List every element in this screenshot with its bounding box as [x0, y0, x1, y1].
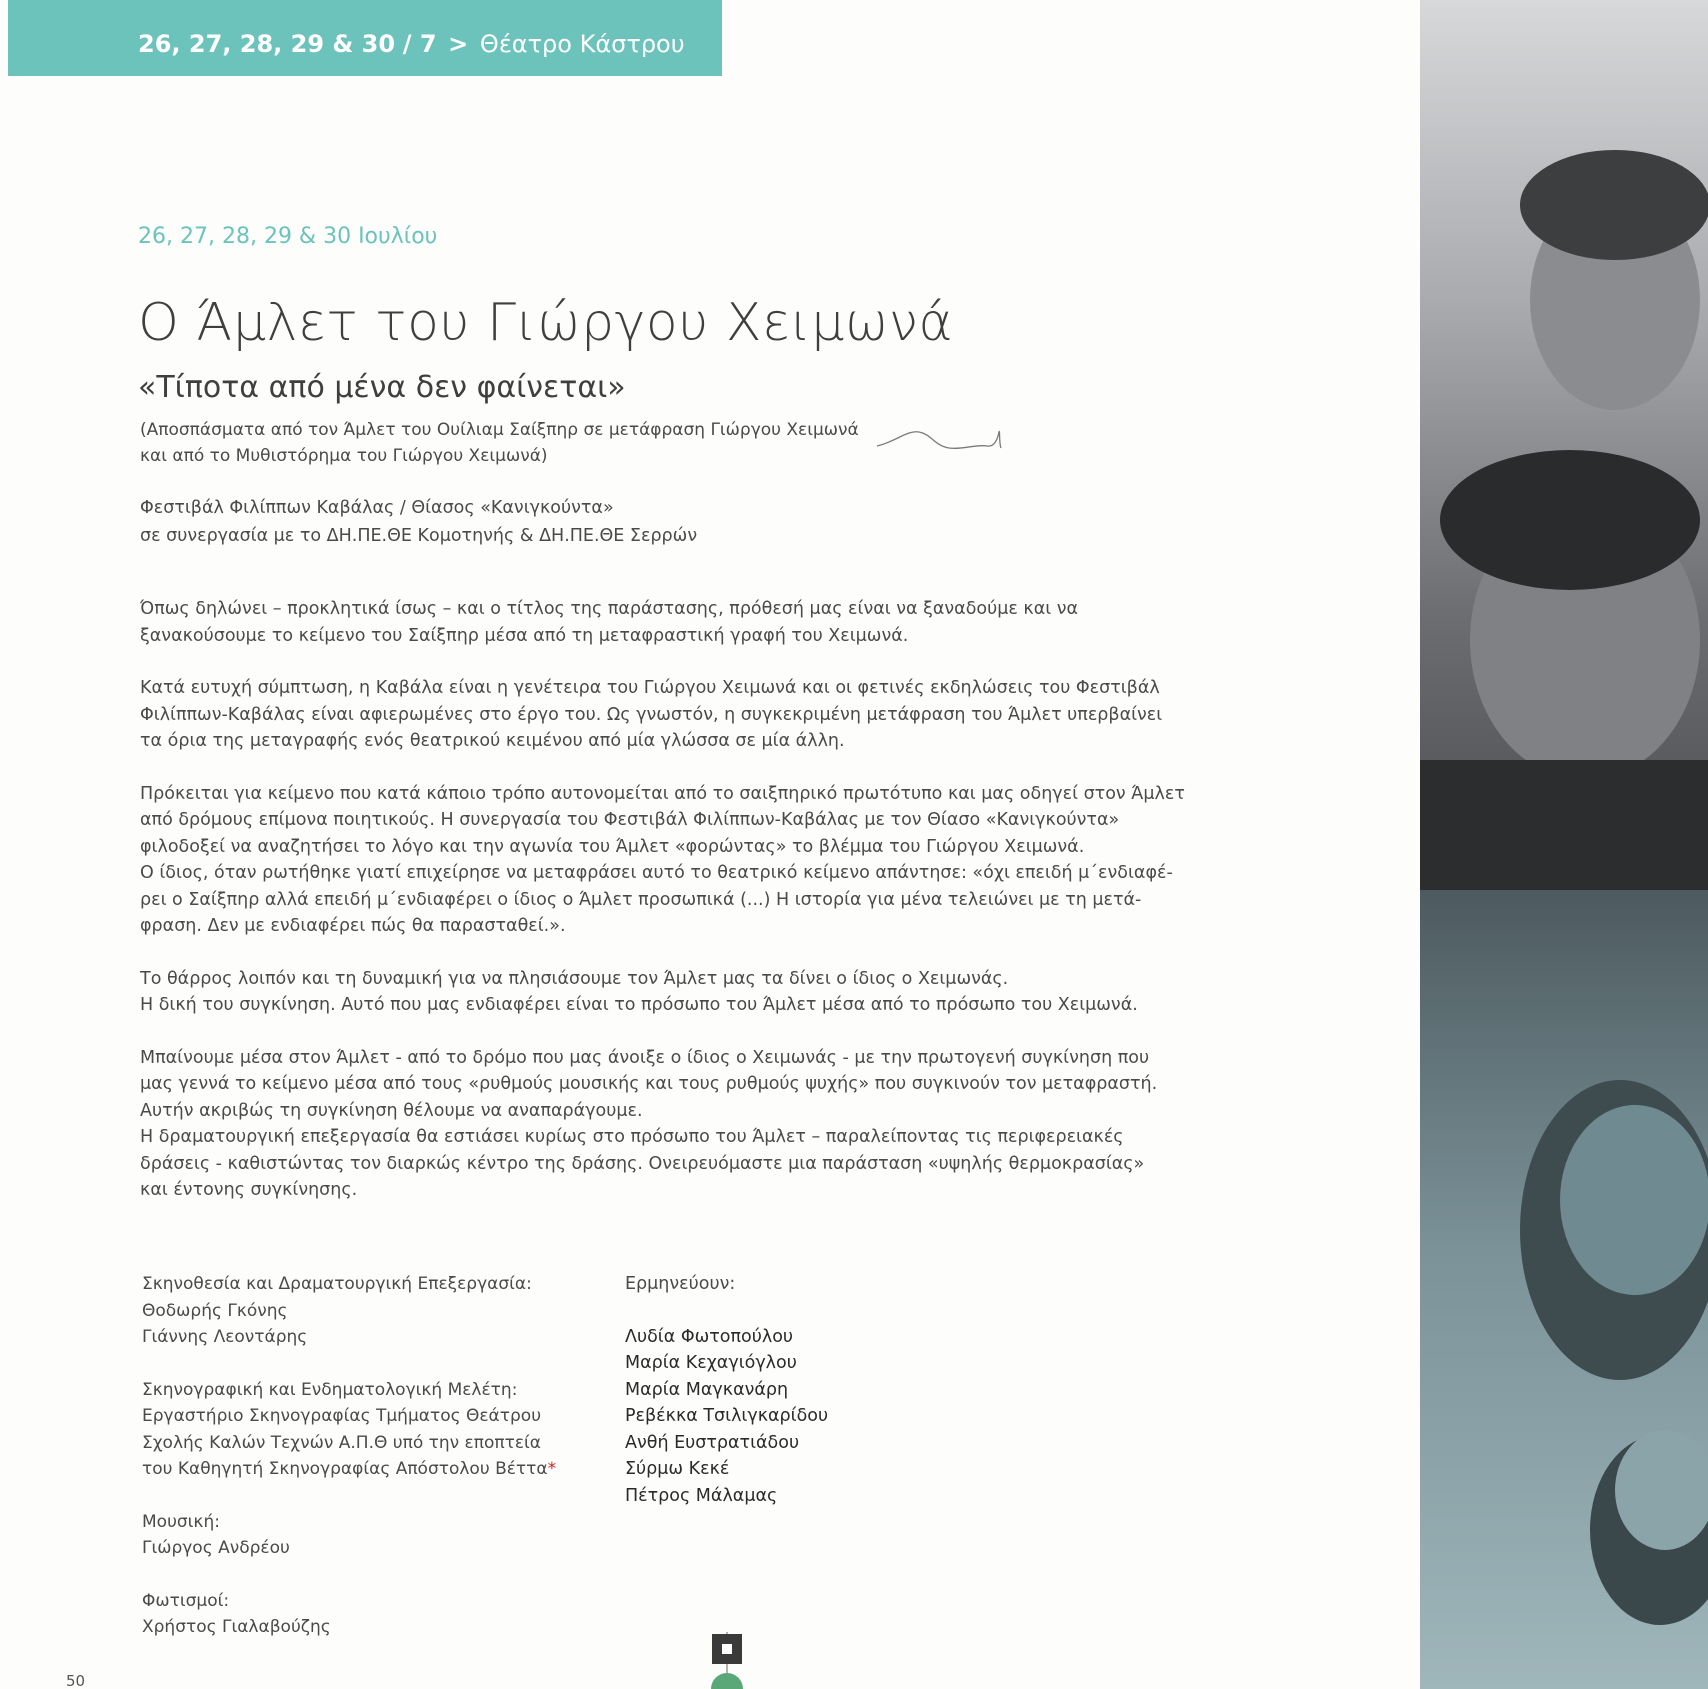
body-paragraph	[140, 596, 1200, 649]
header-month: / 7	[402, 30, 437, 58]
cast-member: Ρεβέκκα Τσιλιγκαρίδου	[625, 1406, 829, 1426]
body-line: Αυτήν ακριβώς τη συγκίνηση θέλουμε να αναπαράγουμε.	[140, 1100, 643, 1121]
credit-name: Εργαστήριο Σκηνογραφίας Τμήματος Θεάτρου	[142, 1406, 542, 1426]
credit-music	[142, 1509, 556, 1562]
cast-member: Λυδία Φωτοπούλου	[625, 1326, 794, 1347]
body-line: Η δραματουργική επεξεργασία θα εστιάσει κυρίως στο πρόσωπο του Άμλετ – παραλείποντας τις περιφερειακές	[140, 1127, 1124, 1147]
body-line: από δρόμους επίμονα ποιητικούς. Η συνεργασία του Φεστιβάλ Φιλίππων-Καβάλας με τον Θίασο «Κανιγκούντα»	[140, 810, 1120, 830]
cast-photo-strip	[1420, 0, 1708, 1689]
cast-photo-top	[1420, 0, 1708, 890]
excerpt-line: (Αποσπάσματα από τον Άμλετ του Ουίλιαμ Σαίξπηρ σε μετάφραση Γιώργου Χειμωνά	[140, 420, 859, 440]
body-line: φιλοδοξεί να αναζητήσει το λόγο και την αγωνία του Άμλετ «φορώντας» το βλέμμα του Γιώργου Χειμωνά.	[140, 836, 1085, 857]
cast-photo-bottom	[1420, 890, 1708, 1689]
header-band	[8, 0, 722, 76]
credit-name: Σχολής Καλών Τεχνών Α.Π.Θ υπό την εποπτεία	[142, 1432, 541, 1453]
body-paragraph	[140, 675, 1200, 755]
body-line: Πρόκειται για κείμενο που κατά κάποιο τρόπο αυτονομείται από το σαιξπηρικό πρωτότυπο και μας οδηγεί στον Άμλετ	[140, 783, 1185, 804]
credit-label: Σκηνογραφική και Ενδηματολογική Μελέτη:	[142, 1379, 518, 1400]
cast-member: Ανθή Ευστρατιάδου	[625, 1432, 800, 1453]
credit-name-text: του Καθηγητή Σκηνογραφίας Απόστολου Βέττα	[142, 1459, 548, 1479]
body-line: φραση. Δεν με ενδιαφέρει πώς θα παρασταθεί.».	[140, 916, 566, 936]
performance-dates: 26, 27, 28, 29 & 30 Ιουλίου	[138, 224, 438, 249]
cast-member: Πέτρος Μάλαμας	[625, 1485, 778, 1506]
header-dates: 26, 27, 28, 29 & 30	[138, 30, 396, 58]
credit-lighting	[142, 1588, 556, 1641]
body-line: Φιλίππων-Καβάλας είναι αφιερωμένες στο έργο του. Ως γνωστόν, η συγκεκριμένη μετάφραση του Άμλετ υπερβαίνει	[140, 704, 1163, 725]
credit-direction	[142, 1271, 556, 1351]
cast-label: Ερμηνεύουν:	[625, 1274, 736, 1294]
credit-label: Σκηνοθεσία και Δραματουργική Επεξεργασία:	[142, 1274, 532, 1294]
header-text	[138, 30, 685, 58]
excerpt-note	[140, 417, 859, 469]
body-paragraph	[140, 781, 1200, 940]
credit-name: Θοδωρής Γκόνης	[142, 1300, 288, 1321]
body-line: και έντονης συγκίνησης.	[140, 1180, 358, 1200]
body-paragraph	[140, 1045, 1200, 1204]
body-line: Μπαίνουμε μέσα στον Άμλετ - από το δρόμο που μας άνοιξε ο ίδιος ο Χειμωνάς - με την πρωτογενή συγκίνηση που	[140, 1047, 1150, 1068]
cast-member: Σύρμω Κεκέ	[625, 1459, 730, 1479]
credit-name: Χρήστος Γιαλαβούζης	[142, 1617, 331, 1637]
body-line: Το θάρρος λοιπόν και τη δυναμική για να πλησιάσουμε τον Άμλετ μας τα δίνει ο ίδιος ο Χειμωνάς.	[140, 968, 1009, 989]
cast-list	[625, 1271, 828, 1509]
credit-name: Γιώργος Ανδρέου	[142, 1538, 290, 1558]
cast-member: Μαρία Κεχαγιόγλου	[625, 1353, 797, 1373]
credit-name	[142, 1456, 556, 1483]
credit-label: Μουσική:	[142, 1511, 220, 1532]
portrait-photo-icon	[1420, 0, 1708, 890]
credit-name: Γιάννης Λεοντάρης	[142, 1327, 308, 1347]
credit-label: Φωτισμοί:	[142, 1590, 230, 1611]
header-arrow: >	[448, 30, 469, 58]
page-subtitle: «Τίποτα από μένα δεν φαίνεται»	[138, 370, 626, 405]
section-marker-icon	[710, 1632, 744, 1689]
pen-squiggle-icon	[875, 422, 1005, 462]
footnote-asterisk: *	[547, 1459, 557, 1479]
body-line: ξανακούσουμε το κείμενο του Σαίξπηρ μέσα από τη μεταφραστική γραφή του Χειμωνά.	[140, 625, 909, 646]
credit-design	[142, 1377, 556, 1483]
cast-member: Μαρία Μαγκανάρη	[625, 1379, 789, 1400]
body-line: Η δική του συγκίνηση. Αυτό που μας ενδιαφέρει είναι το πρόσωπο του Άμλετ μέσα από το πρόσωπο του Χειμωνά.	[140, 995, 1138, 1015]
body-line: Ο ίδιος, όταν ρωτήθηκε γιατί επιχείρησε να μεταφράσει αυτό το θεατρικό κείμενο απάντησε: «όχι επειδή μ΄ενδιαφέ-	[140, 863, 1173, 883]
body-line: τα όρια της μεταγραφής ενός θεατρικού κειμένου από μία γλώσσα σε μία άλλη.	[140, 731, 845, 751]
organizer-line: Φεστιβάλ Φιλίππων Καβάλας / Θίασος «Κανιγκούντα»	[140, 498, 614, 518]
production-credits	[142, 1271, 556, 1667]
body-line: μας γεννά το κείμενο μέσα από τους «ρυθμούς μουσικής και τους ρυθμούς ψυχής» που συγκινούν τον μεταφραστή.	[140, 1074, 1158, 1094]
page-title: Ο Άμλετ του Γιώργου Χειμωνά	[138, 293, 954, 353]
portrait-photo-icon	[1420, 890, 1708, 1689]
page-number: 50	[66, 1672, 86, 1689]
header-venue: Θέατρο Κάστρου	[479, 30, 685, 58]
organizer-line: σε συνεργασία με το ΔΗ.ΠΕ.ΘΕ Κομοτηνής & ΔΗ.ΠΕ.ΘΕ Σερρών	[140, 526, 698, 546]
organizers	[140, 494, 697, 550]
body-line: ρει ο Σαίξπηρ αλλά επειδή μ΄ενδιαφέρει ο ίδιος ο Άμλετ προσωπικά (...) Η ιστορία για μένα τελειώνει με τη μετά-	[140, 889, 1142, 910]
body-text	[140, 596, 1200, 1230]
body-line: Κατά ευτυχή σύμπτωση, η Καβάλα είναι η γενέτειρα του Γιώργου Χειμωνά και οι φετινές εκδηλώσεις του Φεστιβάλ	[140, 678, 1160, 698]
body-line: Όπως δηλώνει – προκλητικά ίσως – και ο τίτλος της παράστασης, πρόθεσή μας είναι να ξαναδούμε και να	[140, 599, 1079, 619]
body-line: δράσεις - καθιστώντας τον διαρκώς κέντρο της δράσης. Ονειρευόμαστε μια παράσταση «υψηλής θερμοκρασίας»	[140, 1153, 1145, 1174]
body-paragraph	[140, 966, 1200, 1019]
excerpt-line: και από το Μυθιστόρημα του Γιώργου Χειμωνά)	[140, 446, 548, 466]
